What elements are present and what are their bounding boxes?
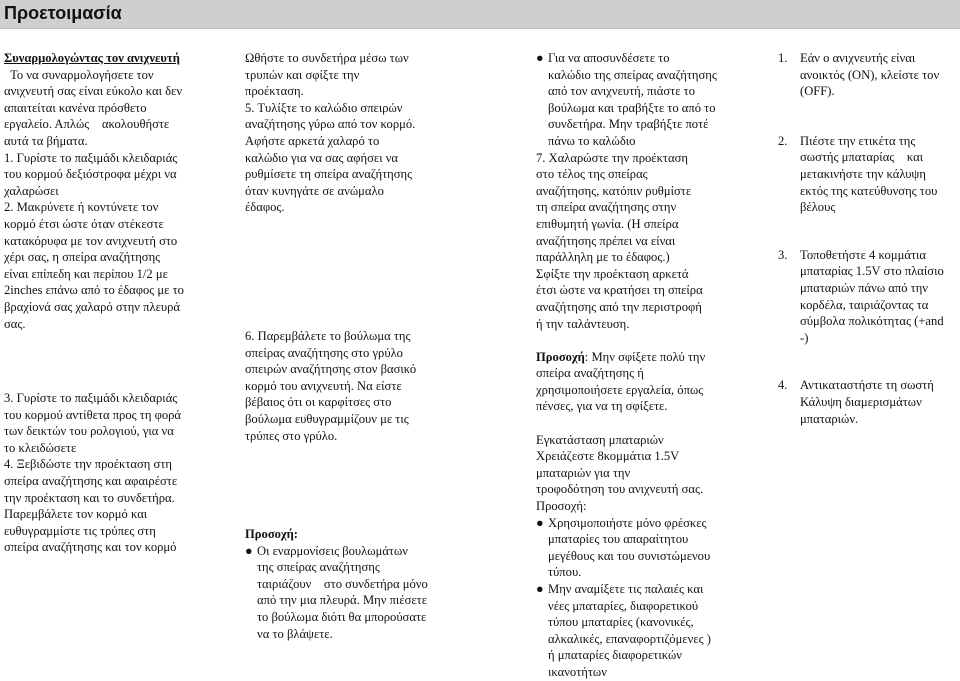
numbered-item xyxy=(778,247,954,347)
item-number: 3. xyxy=(778,247,788,262)
text-line: Ωθήστε το συνδετήρα μέσω των xyxy=(245,51,409,65)
text-line: είναι επίπεδη και περίπου 1/2 με xyxy=(4,266,168,281)
text-line: Μην αναμίξετε τις παλαιές και xyxy=(548,582,704,596)
text-line: σπείρα αναζήτησης και τον κορμό xyxy=(4,540,177,555)
text-line: το βούλωμα διότι θα μπορούσατε xyxy=(257,610,427,625)
text-line: αυτά τα βήματα. xyxy=(4,133,88,148)
text-line: 2inches επάνω από το έδαφος με το xyxy=(4,283,184,298)
caution-heading: Προσοχή: xyxy=(245,527,298,542)
text-line: αλκαλικές, επαναφορτιζόμενες ) xyxy=(548,631,711,646)
text-line: τροφοδότηση του ανιχνευτή σας. xyxy=(536,482,704,497)
text-line: τρυπών και σφίξτε την xyxy=(245,67,360,82)
text-line: Παρεμβάλετε τον κορμό και xyxy=(4,507,148,522)
text-line: ικανοτήτων xyxy=(548,664,607,679)
text-line: από την μια πλευρά. Μην πιέσετε xyxy=(257,593,428,608)
column-3 xyxy=(536,50,736,681)
text-line: σπείρα αναζήτησης και αφαιρέστε xyxy=(4,474,178,489)
mix-battery-text xyxy=(548,581,711,681)
text-line: Εάν ο ανιχνευτής είναι xyxy=(800,51,916,65)
numbered-item xyxy=(778,50,954,100)
column-2 xyxy=(245,50,465,642)
text-line: χέρι σας, η σπείρα αναζήτησης xyxy=(4,250,161,265)
column-1 xyxy=(4,50,204,556)
text-line: Χρειάζεστε 8κομμάτια 1.5V xyxy=(536,449,680,464)
text-line: προέκταση. xyxy=(245,84,304,99)
text-line: απαιτείται κανένα πρόσθετο xyxy=(4,100,147,115)
text-line: κορδέλα, ταιριάζοντας τα xyxy=(800,297,929,312)
text-line: μπαταρίας 1.5V στο πλαίσιο xyxy=(800,264,944,279)
text-line: συνδετήρα. Μην τραβήξτε ποτέ xyxy=(548,117,709,132)
text-line: παράλληλη με το έδαφος.) xyxy=(536,250,670,265)
text-line: τη σπείρα αναζήτησης στην xyxy=(536,200,677,215)
col2-text-block-1 xyxy=(245,50,465,216)
text-line: 6. Παρεμβάλετε το βούλωμα της xyxy=(245,328,411,343)
text-line: Αντικαταστήστε τη σωστή xyxy=(800,378,934,393)
caution-text xyxy=(536,365,736,415)
battery-install-text xyxy=(536,432,736,515)
text-line: χαλαρώσει xyxy=(4,183,59,198)
text-line: επιθυμητή γωνία. (Η σπείρα xyxy=(536,216,679,231)
text-line: εκτός της κατεύθυνσης του xyxy=(800,183,938,198)
page-header xyxy=(0,0,960,29)
caution-text xyxy=(257,543,428,643)
step7-text xyxy=(536,150,736,333)
text-line: βούλωμα και τραβήξτε το από το xyxy=(548,100,716,115)
text-line: να το βλάψετε. xyxy=(257,626,333,641)
text-line: μεγέθους και του συνιστώμενου xyxy=(548,548,711,563)
text-line: όταν κυνηγάτε σε ανώμαλο xyxy=(245,183,384,198)
text-line: 1. Γυρίστε το παξιμάδι κλειδαριάς xyxy=(4,150,178,165)
text-line: σπείρα αναζήτησης ή xyxy=(536,366,644,381)
col1-text-block-2 xyxy=(4,390,204,556)
section-heading: Συναρμολογώντας τον ανιχνευτή xyxy=(4,51,180,65)
bullet-icon: ● xyxy=(536,51,544,65)
mix-battery-bullet xyxy=(536,581,736,681)
bullet-icon: ● xyxy=(245,543,253,558)
text-line: του κορμού δεξιόστροφα μέχρι να xyxy=(4,167,177,182)
text-line: την προέκταση και το συνδετήρα. xyxy=(4,490,175,505)
numbered-item xyxy=(778,377,954,427)
text-line: καλώδιο για να σας αφήσει να xyxy=(245,150,399,165)
text-line: βέβαιος ότι οι καρφίτσες στο xyxy=(245,395,392,410)
text-line: βούλωμα ευθυγραμμίζουν με τις xyxy=(245,411,409,426)
text-line: ή μπαταρίες διαφορετικών xyxy=(548,648,682,663)
text-line: Για να αποσυνδέσετε το xyxy=(548,51,670,65)
text-line: ανιχνευτή σας είναι εύκολο και δεν xyxy=(4,84,183,99)
numbered-item xyxy=(778,133,954,216)
text-line: 3. Γυρίστε το παξιμάδι κλειδαριάς xyxy=(4,391,178,406)
text-line: βέλους xyxy=(800,200,836,215)
text-line: πάνω το καλώδιο xyxy=(548,133,636,148)
text-line: Εγκατάσταση μπαταριών xyxy=(536,432,664,447)
text-line: πένσες, για να τη σφίξετε. xyxy=(536,399,668,414)
text-line: βραχίονά σας χαλαρό στην πλευρά xyxy=(4,299,181,314)
text-line: 4. Ξεβιδώστε την προέκταση στη xyxy=(4,457,172,472)
text-line: κορμό έτσι ώστε όταν στέκεστε xyxy=(4,216,164,231)
text-line: αναζήτησης γύρω από τον κορμό. xyxy=(245,117,416,132)
bullet-icon: ● xyxy=(536,515,544,530)
text-line: από τον ανιχνευτή, πιάστε το xyxy=(548,84,696,99)
disconnect-bullet xyxy=(536,50,736,150)
fresh-battery-text xyxy=(548,515,710,581)
text-line: στο τέλος της σπείρας xyxy=(536,167,648,182)
text-line: αναζήτησης πρέπει να είναι xyxy=(536,233,676,248)
item-number: 2. xyxy=(778,133,788,148)
item-number: 1. xyxy=(778,51,788,65)
text-line: μπαταρίες του απαραίτητου xyxy=(548,532,689,547)
item-text xyxy=(800,247,954,347)
text-line: χρησιμοποιήσετε εργαλεία, όπως xyxy=(536,382,704,397)
text-line: (OFF). xyxy=(800,84,835,99)
text-line: του κορμού αντίθετα προς τη φορά xyxy=(4,407,182,422)
text-line: των δεικτών του ρολογιού, για να xyxy=(4,424,174,439)
caution-bullet xyxy=(245,543,465,643)
text-line: 5. Τυλίξτε το καλώδιο σπειρών xyxy=(245,100,403,115)
col1-text-block-1 xyxy=(4,67,204,333)
text-line: ταιριάζουν στο συνδετήρα μόνο xyxy=(257,576,428,591)
text-line: σπειρών αναζήτησης στον βασικό xyxy=(245,362,417,377)
bullet-icon: ● xyxy=(536,582,544,596)
caution-line xyxy=(536,349,736,366)
text-line: κατακόρυφα με τον ανιχνευτή στο xyxy=(4,233,178,248)
text-line: σπείρας αναζήτησης στο γρύλο xyxy=(245,345,403,360)
fresh-battery-bullet xyxy=(536,515,736,581)
text-line: καλώδιο της σπείρας αναζήτησης xyxy=(548,67,717,82)
text-line: Οι εναρμονίσεις βουλωμάτων xyxy=(257,543,408,558)
text-line: μετακινήστε την κάλυψη xyxy=(800,166,926,181)
caution-rest: : Μην σφίξετε πολύ την xyxy=(584,349,706,364)
text-line: μπαταριών. xyxy=(800,411,859,426)
text-line: τρύπες στο γρύλο. xyxy=(245,428,338,443)
text-line: τύπου. xyxy=(548,565,582,580)
text-line: Τοποθετήστε 4 κομμάτια xyxy=(800,247,926,262)
text-line: σωστής μπαταρίας και xyxy=(800,150,924,165)
caution-label: Προσοχή xyxy=(536,349,585,364)
page-title: Προετοιμασία xyxy=(4,3,122,23)
text-line: ρυθμίσετε τη σπείρα αναζήτησης xyxy=(245,167,413,182)
text-line: έδαφος. xyxy=(245,200,285,215)
item-number: 4. xyxy=(778,378,788,393)
column-4 xyxy=(778,50,954,427)
text-line: Κάλυψη διαμερισμάτων xyxy=(800,394,922,409)
text-line: τύπου μπαταρίες (κανονικές, xyxy=(548,615,694,630)
text-line: ανοικτός (ON), κλείστε τον xyxy=(800,67,940,82)
text-line: σύμβολα πολικότητας (+and xyxy=(800,314,944,329)
text-line: μπαταριών για την xyxy=(536,465,631,480)
text-line: Χρησιμοποιήστε μόνο φρέσκες xyxy=(548,515,707,530)
text-line: αναζήτησης από την περιστροφή xyxy=(536,299,702,314)
text-line: σας. xyxy=(4,316,26,331)
item-text xyxy=(800,50,954,100)
text-line: Το να συναρμολογήσετε τον xyxy=(4,67,154,82)
text-line: Πιέστε την ετικέτα της xyxy=(800,133,916,148)
text-line: έτσι ώστε να κρατήσει τη σπείρα xyxy=(536,283,703,298)
text-line: μπαταριών πάνω από την xyxy=(800,280,929,295)
text-line: κορμό του ανιχνευτή. Να είστε xyxy=(245,378,402,393)
text-line: το κλειδώσετε xyxy=(4,440,77,455)
text-line: ή την ταλάντευση. xyxy=(536,316,630,331)
text-line: Σφίξτε την προέκταση αρκετά xyxy=(536,266,689,281)
text-line: νέες μπαταρίες, διαφορετικού xyxy=(548,598,699,613)
text-line: Αφήστε αρκετά χαλαρό το xyxy=(245,133,380,148)
disconnect-text xyxy=(548,50,717,150)
text-line: αναζήτησης, κατόπιν ρυθμίστε xyxy=(536,183,692,198)
text-line: της σπείρας αναζήτησης xyxy=(257,560,380,575)
text-line: Προσοχή: xyxy=(536,499,587,514)
item-text xyxy=(800,133,954,216)
text-line: 2. Μακρύνετε ή κοντύνετε τον xyxy=(4,200,159,215)
text-line: εργαλείο. Απλώς ακολουθήστε xyxy=(4,117,170,132)
text-line: 7. Χαλαρώστε την προέκταση xyxy=(536,150,688,165)
item-text xyxy=(800,377,954,427)
text-line: -) xyxy=(800,330,809,345)
text-line: ευθυγραμμίστε τις τρύπες στη xyxy=(4,523,156,538)
col2-text-block-2 xyxy=(245,328,465,444)
